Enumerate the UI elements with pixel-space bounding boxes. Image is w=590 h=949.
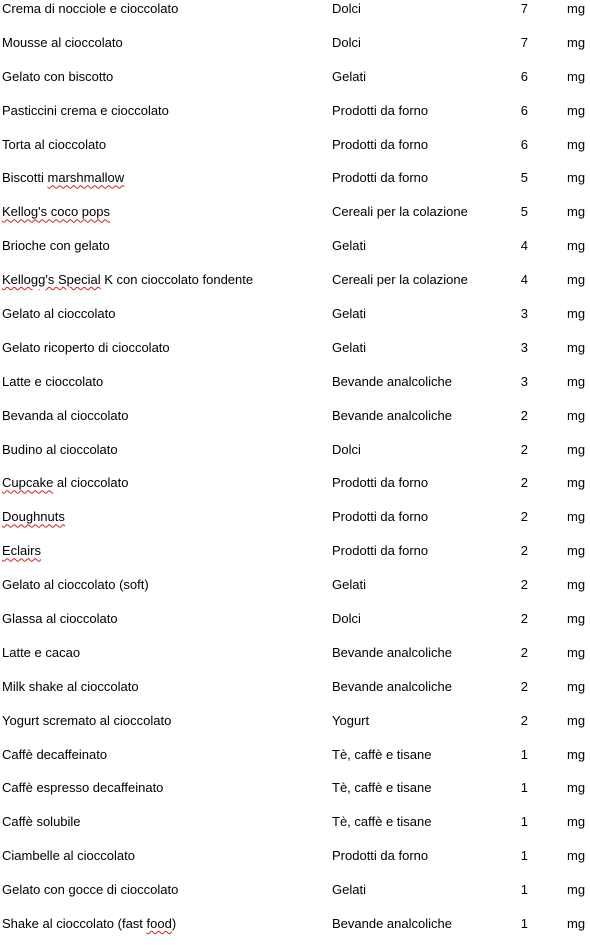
food-name: Crema di nocciole e cioccolato [2,1,179,16]
caffeine-unit: mg [567,204,586,220]
food-category: Tè, caffè e tisane [332,814,432,830]
food-name [2,508,65,525]
food-category: Gelati [332,68,366,84]
spellcheck-underline: Cupcake [2,475,54,491]
caffeine-value: 2 [520,712,528,728]
food-category: Gelati [332,306,366,322]
caffeine-value: 1 [520,882,528,898]
food-name: Caffè solubile [2,814,81,830]
food-name: Kellogg's Special K con cioccolato fondente [2,272,254,288]
caffeine-value: 2 [520,611,528,627]
caffeine-unit: mg [567,780,586,796]
food-name: Caffè decaffeinato [2,746,108,762]
food-category: Dolci [332,34,361,50]
table-row [0,746,590,780]
table-row [0,407,590,441]
caffeine-unit: mg [567,136,586,152]
food-category: Gelati [332,577,366,593]
table-row [0,68,590,102]
caffeine-value: 3 [520,373,528,389]
spellcheck-underline: Kellogg's Special [2,272,101,288]
food-category: Bevande analcoliche [332,678,452,694]
table-row [0,779,590,813]
caffeine-unit: mg [567,916,586,932]
food-category: Gelati [332,882,366,898]
caffeine-value: 7 [520,34,528,50]
food-name: Cupcake al cioccolato [2,475,129,491]
food-name: Latte e cioccolato [2,373,104,389]
food-category: Tè, caffè e tisane [332,746,432,762]
table-row [0,271,590,305]
table-row [0,644,590,678]
table-row [0,136,590,170]
caffeine-unit: mg [567,102,586,118]
caffeine-value: 3 [520,306,528,322]
food-name: Caffè espresso decaffeinato [2,780,164,796]
table-row [0,339,590,373]
food-category: Bevande analcoliche [332,373,452,389]
table-row [0,34,590,68]
caffeine-unit: mg [567,848,586,864]
food-category: Bevande analcoliche [332,916,452,932]
food-name: Gelato con gocce di cioccolato [2,882,179,898]
caffeine-value: 3 [520,339,528,355]
food-category: Prodotti da forno [332,102,429,118]
food-category: Bevande analcoliche [332,644,452,660]
caffeine-value: 1 [520,746,528,762]
food-name: Brioche con gelato [2,238,110,254]
caffeine-value: 4 [520,272,528,288]
caffeine-value: 4 [520,238,528,254]
food-name [2,203,110,220]
table-row [0,847,590,881]
food-name: Gelato con biscotto [2,68,114,84]
food-category: Prodotti da forno [332,170,429,186]
caffeine-unit: mg [567,68,586,84]
food-name: Gelato al cioccolato (soft) [2,577,149,593]
food-category: Yogurt [332,712,370,728]
caffeine-unit: mg [567,339,586,355]
food-category: Bevande analcoliche [332,407,452,423]
table-row [0,169,590,203]
spellcheck-underline: Doughnuts [2,509,65,525]
caffeine-value: 2 [520,644,528,660]
food-category: Cereali per la colazione [332,204,468,220]
table-row [0,237,590,271]
spellcheck-underline: Kellog's coco pops [2,204,110,220]
caffeine-unit: mg [567,678,586,694]
food-name: Biscotti marshmallow [2,170,125,186]
food-category: Dolci [332,1,361,16]
caffeine-unit: mg [567,441,586,457]
food-name [2,542,41,559]
food-name: Glassa al cioccolato [2,611,118,627]
table-row [0,881,590,915]
caffeine-value: 6 [520,136,528,152]
food-name: Torta al cioccolato [2,136,107,152]
food-category: Prodotti da forno [332,848,429,864]
spellcheck-underline: marshmallow [47,170,125,186]
caffeine-value: 2 [520,475,528,491]
caffeine-value: 1 [520,814,528,830]
caffeine-unit: mg [567,509,586,525]
food-category: Prodotti da forno [332,475,429,491]
caffeine-unit: mg [567,644,586,660]
caffeine-value: 7 [520,1,528,16]
caffeine-unit: mg [567,373,586,389]
caffeine-unit: mg [567,34,586,50]
food-name: Ciambelle al cioccolato [2,848,135,864]
caffeine-unit: mg [567,407,586,423]
table-row [0,373,590,407]
caffeine-value: 2 [520,543,528,559]
caffeine-unit: mg [567,746,586,762]
caffeine-unit: mg [567,611,586,627]
food-category: Dolci [332,611,361,627]
table-row [0,474,590,508]
food-category: Gelati [332,339,366,355]
food-category: Prodotti da forno [332,509,429,525]
food-name: Yogurt scremato al cioccolato [2,712,172,728]
caffeine-unit: mg [567,712,586,728]
table-row [0,203,590,237]
table-row [0,712,590,746]
food-name: Gelato ricoperto di cioccolato [2,339,170,355]
food-name: Milk shake al cioccolato [2,678,139,694]
caffeine-unit: mg [567,882,586,898]
food-name: Gelato al cioccolato [2,306,116,322]
caffeine-value: 2 [520,577,528,593]
caffeine-value: 2 [520,509,528,525]
food-name: Mousse al cioccolato [2,34,123,50]
caffeine-unit: mg [567,306,586,322]
food-name: Shake al cioccolato (fast food) [2,916,177,932]
caffeine-value: 6 [520,102,528,118]
caffeine-unit: mg [567,1,586,16]
table-row [0,610,590,644]
caffeine-value: 2 [520,441,528,457]
caffeine-value: 1 [520,848,528,864]
food-category: Gelati [332,238,366,254]
caffeine-unit: mg [567,170,586,186]
table-row [0,813,590,847]
table-row [0,915,590,949]
table-row [0,441,590,475]
caffeine-unit: mg [567,543,586,559]
caffeine-unit: mg [567,238,586,254]
table-row [0,678,590,712]
table-row [0,0,590,34]
table-row [0,102,590,136]
food-name: Budino al cioccolato [2,441,118,457]
table-row [0,508,590,542]
caffeine-unit: mg [567,272,586,288]
food-category: Prodotti da forno [332,136,429,152]
caffeine-unit: mg [567,814,586,830]
caffeine-value: 1 [520,916,528,932]
table-row [0,305,590,339]
caffeine-value: 5 [520,204,528,220]
caffeine-value: 5 [520,170,528,186]
caffeine-value: 6 [520,68,528,84]
food-category: Prodotti da forno [332,543,429,559]
food-category: Tè, caffè e tisane [332,780,432,796]
food-category: Dolci [332,441,361,457]
caffeine-value: 2 [520,407,528,423]
caffeine-unit: mg [567,577,586,593]
food-name: Bevanda al cioccolato [2,407,129,423]
caffeine-value: 2 [520,678,528,694]
food-name: Latte e cacao [2,644,81,660]
caffeine-unit: mg [567,475,586,491]
table-row [0,576,590,610]
caffeine-value: 1 [520,780,528,796]
spellcheck-underline: Eclairs [2,543,42,559]
food-name: Pasticcini crema e cioccolato [2,102,169,118]
food-category: Cereali per la colazione [332,272,468,288]
table-row [0,542,590,576]
spellcheck-underline: food [146,916,172,932]
